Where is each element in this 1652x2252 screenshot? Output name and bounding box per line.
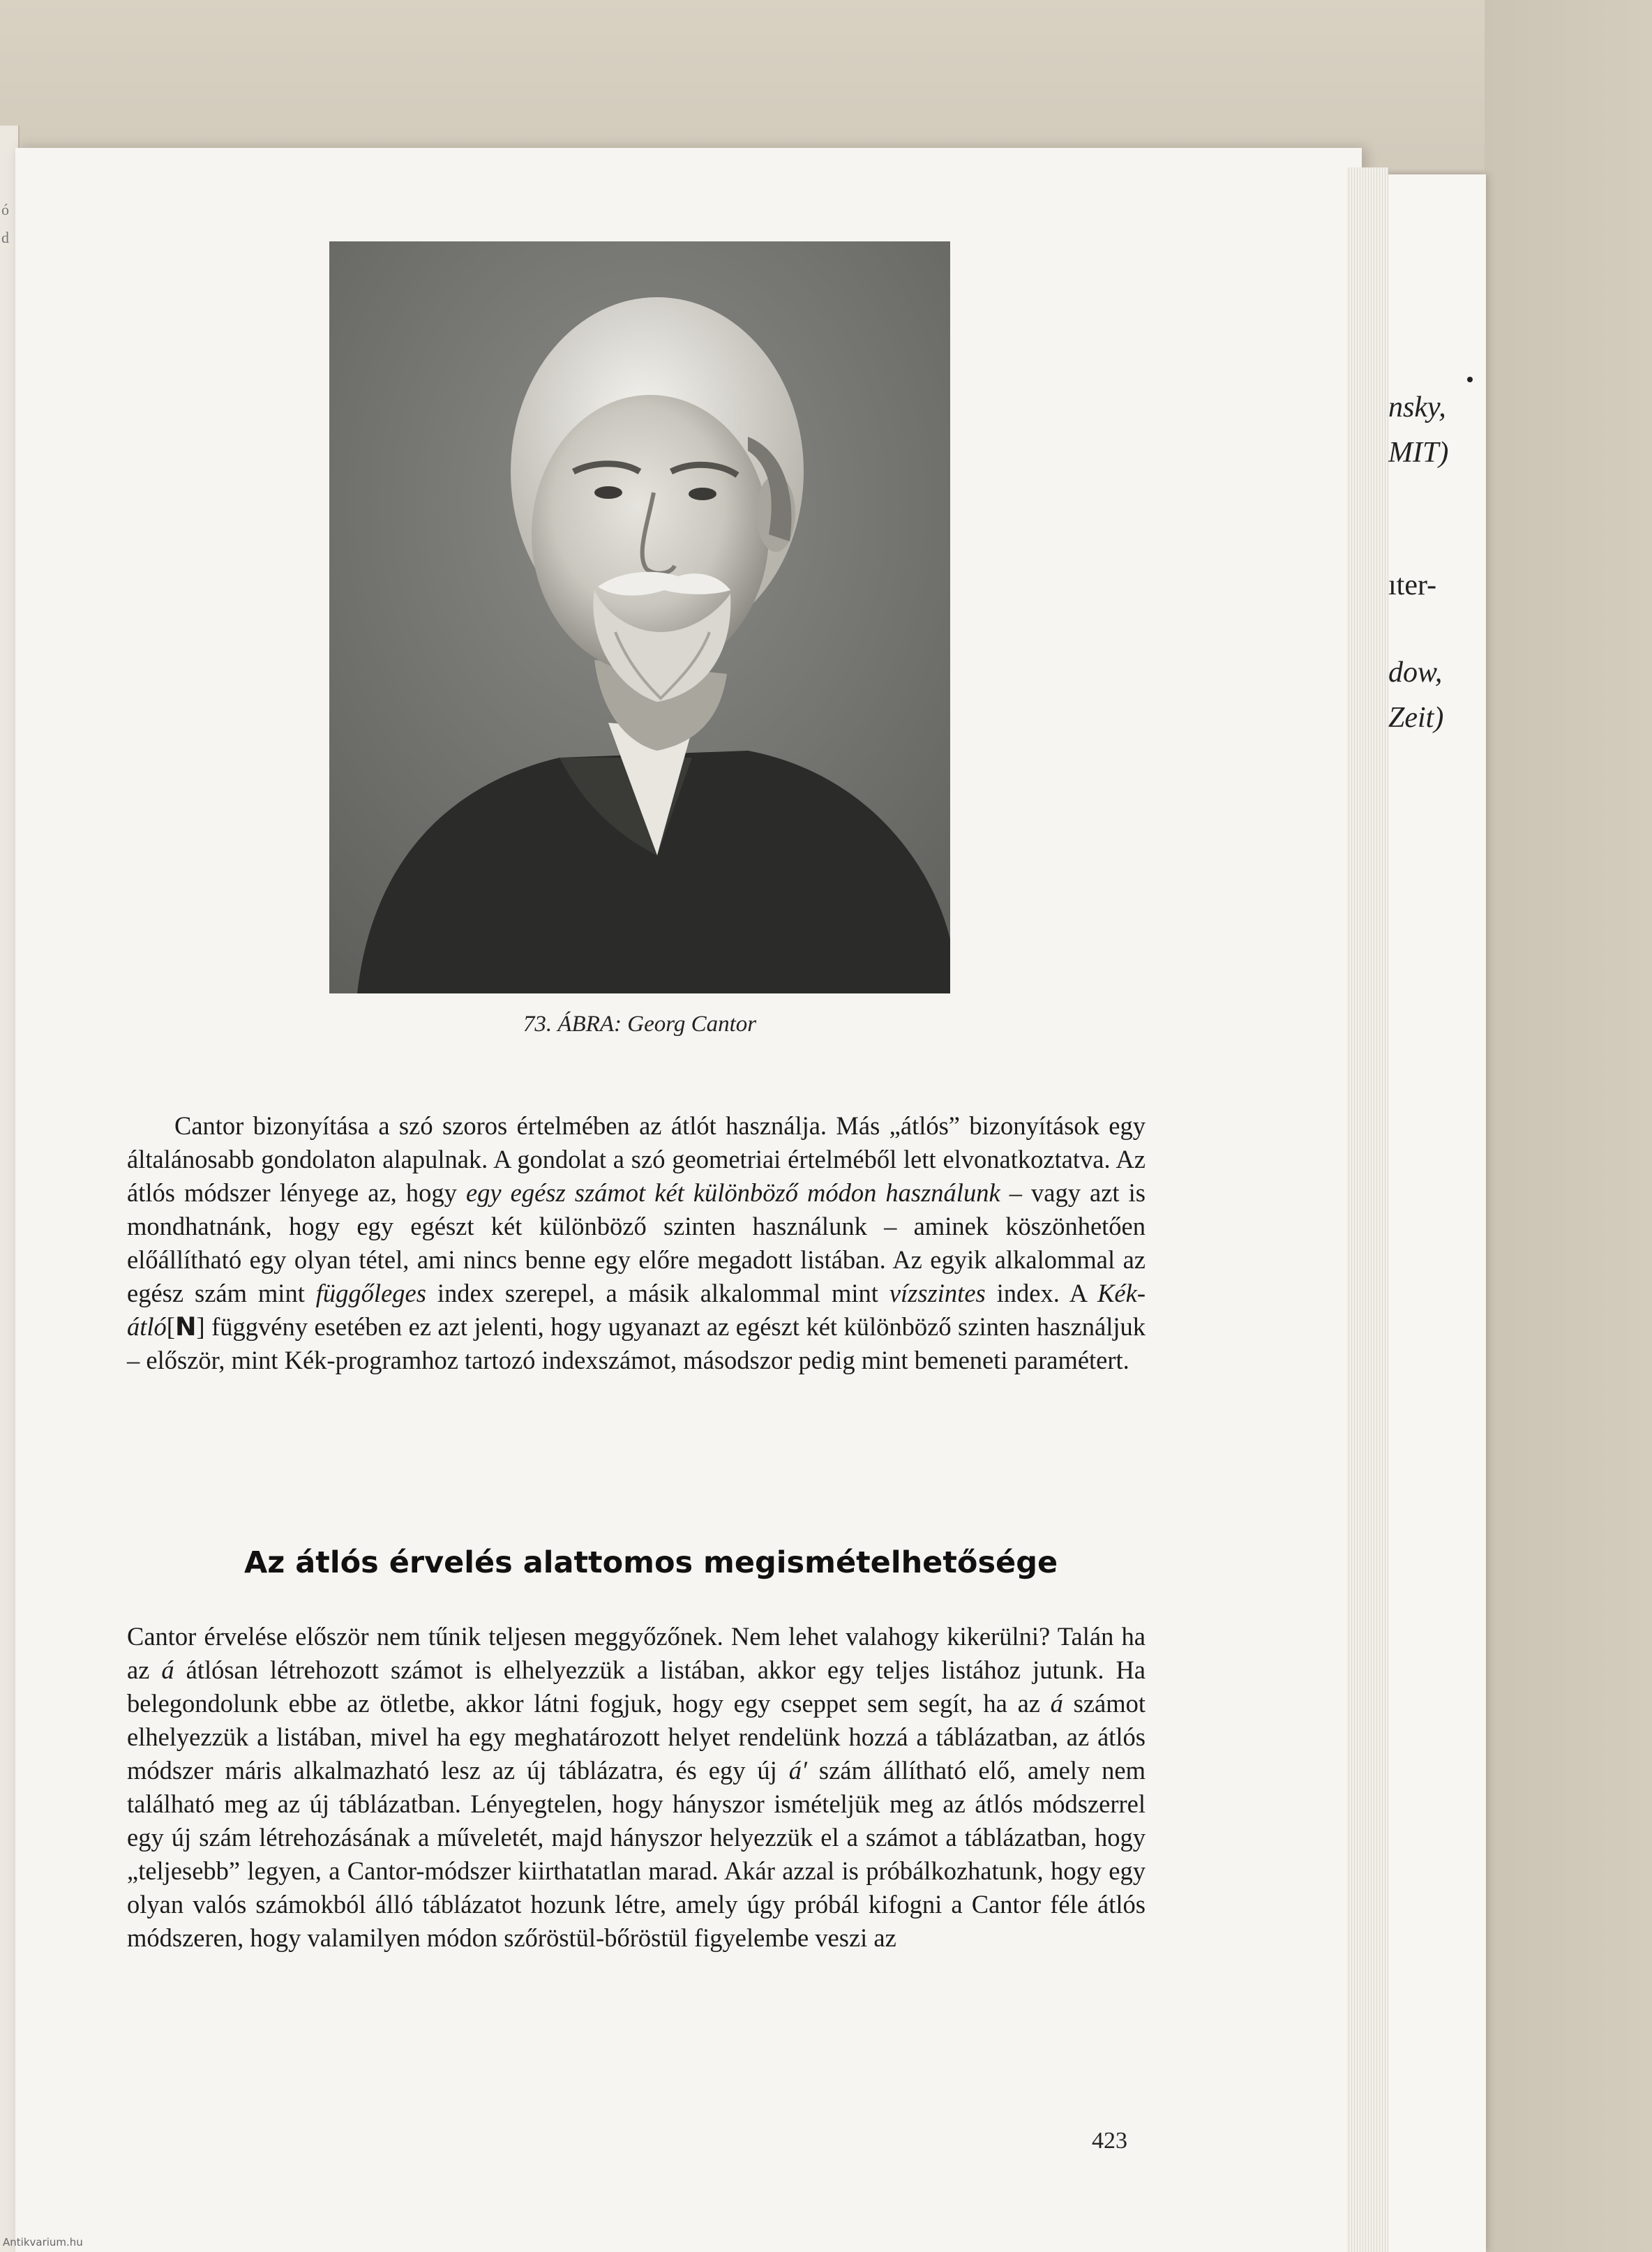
section-heading: Az átlós érvelés alattomos megismételhetősége: [244, 1545, 1058, 1580]
italic-phrase: Kék-átló: [127, 1279, 1146, 1341]
next-page-fragment: Zeit): [1388, 702, 1444, 734]
table-surface-right: [1485, 0, 1652, 2252]
next-page-fragment: MIT): [1388, 437, 1449, 469]
paragraph-text: szám állítható elő, amely nem található meg az új táblázatban. Lényegtelen, hogy hányszor ismételjük meg az átlós módszerrel egy új szám létrehozásának a műveletét, majd hányszor helyezzük el a számot a táblázatban, hogy „teljesebb” legyen, a Cantor-módszer kiirthatatlan marad. Akár azzal is próbálkozhatunk, hogy egy olyan valós számokból álló táblázatot hozunk létre, amely úgy próbál kifogni a Cantor féle átlós módszeren, hogy valamilyen módon szőröstül-bőröstül figyelembe veszi az: [127, 1756, 1146, 1952]
paragraph-text: Cantor érvelése először nem tűnik teljesen meggyőzőnek. Nem lehet valahogy kikerülni? Talán ha az: [127, 1622, 1146, 1684]
next-page: [1374, 174, 1486, 2252]
italic-phrase: vízszintes: [889, 1279, 986, 1307]
bracket: [: [166, 1312, 175, 1341]
prev-page-fragment: d: [1, 229, 9, 246]
prev-page-fragment: ó: [1, 201, 9, 218]
paragraph-1: [127, 1109, 1146, 1377]
italic-phrase: függőleges: [315, 1279, 426, 1307]
paragraph-text: index. A: [985, 1279, 1098, 1307]
italic-symbol: á: [161, 1656, 174, 1684]
figure-caption: 73. ÁBRA: Georg Cantor: [523, 1012, 757, 1037]
watermark: Antikvarium.hu: [3, 2236, 83, 2249]
portrait-illustration: [329, 241, 950, 993]
page-stack-edge: [1346, 167, 1388, 2252]
next-page-fragment: dow,: [1388, 656, 1443, 689]
paragraph-2: [127, 1620, 1146, 1955]
next-page-fragment: ıter-: [1388, 569, 1437, 601]
paragraph-text: átlósan létrehozott számot is elhelyezzük a listában, akkor egy teljes listához jutunk. Ha belegondolunk ebbe az ötletbe, akkor látni fogjuk, hogy egy cseppet sem segít, ha az: [127, 1656, 1146, 1718]
paragraph-text: függvény esetében ez azt jelenti, hogy ugyanazt az egészt két különböző szinten használjuk – először, mint Kék-programhoz tartozó indexszámot, másodszor pedig mint bemeneti paramétert.: [127, 1312, 1146, 1374]
italic-symbol: á: [1050, 1689, 1063, 1718]
bold-variable: N: [174, 1312, 197, 1342]
portrait-photo: [329, 241, 950, 993]
bracket: ]: [196, 1312, 205, 1341]
page-number: 423: [1092, 2128, 1127, 2154]
paragraph-text: – vagy azt is mondhatnánk, hogy egy egészt két különböző szinten használunk – aminek köszönhetően előállítható egy olyan tétel, ami nincs benne egy előre megadott listában. Az egyik alkalommal az egész szám mint: [127, 1178, 1146, 1307]
paragraph-text: index szerepel, a másik alkalommal mint: [426, 1279, 889, 1307]
next-page-fragment: nsky,: [1388, 391, 1446, 423]
paragraph-text: számot elhelyezzük a listában, mivel ha egy meghatározott helyet rendelünk hozzá a táblázatban, az átlós módszer máris alkalmazható lesz az új táblázatra, és egy új: [127, 1689, 1146, 1785]
paragraph-text: Cantor bizonyítása a szó szoros értelmében az átlót használja. Más „átlós” bizonyítások egy általánosabb gondolaton alapulnak. A gondolat a szó geometriai értelméből lett elvonatkoztatva. Az átlós módszer lényege az, hogy: [127, 1111, 1146, 1207]
italic-phrase: egy egész számot két különböző módon használunk: [465, 1178, 1000, 1207]
italic-symbol: á′: [788, 1756, 807, 1785]
ink-dot: [1467, 377, 1473, 382]
